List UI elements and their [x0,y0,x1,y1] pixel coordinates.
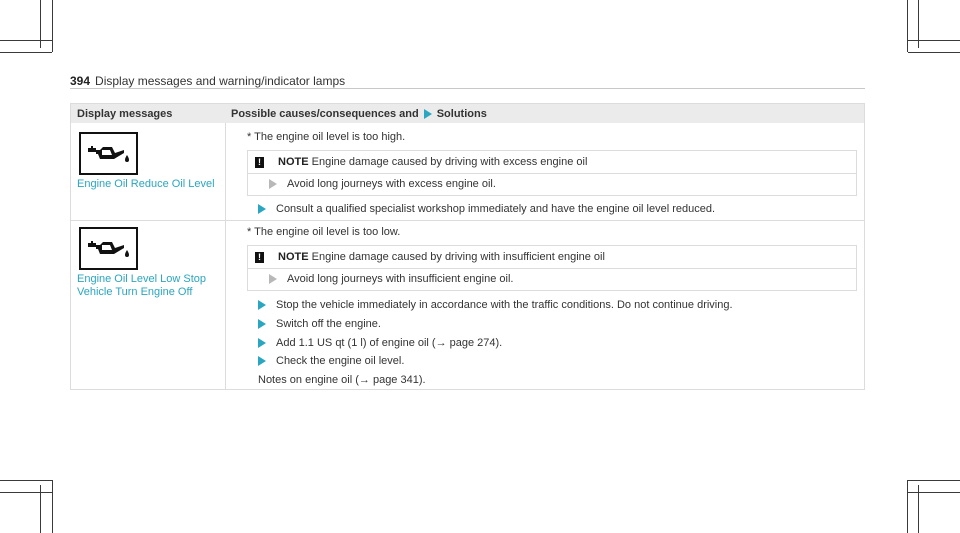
row-divider [71,220,864,221]
message-engine-oil-reduce: Engine Oil Reduce Oil Level [77,178,215,190]
page-header [70,72,865,86]
note-box [247,150,857,196]
play-arrow-icon [258,319,266,329]
crop-mark [0,492,52,493]
note-text: NOTE Engine damage caused by driving with excess engine oil [278,156,588,168]
crop-mark [908,492,960,493]
table-header [71,104,864,123]
action-item: Stop the vehicle immediately in accordance with the traffic conditions. Do not continue driving. [258,299,733,311]
message-engine-oil-low: Engine Oil Level Low Stop Vehicle Turn Engine Off [77,273,207,298]
engine-oil-icon [79,132,138,175]
crop-mark [0,52,52,53]
page-number: 394 [70,74,91,88]
action-item: Check the engine oil level. [258,355,404,367]
crop-mark [52,480,53,533]
crop-mark [0,480,52,481]
play-arrow-icon [269,179,277,189]
engine-oil-icon [79,227,138,270]
note-action: Avoid long journeys with excess engine oil. [269,178,496,190]
play-arrow-icon [258,300,266,310]
notes-reference: Notes on engine oil (→ page 341). [258,374,426,386]
note-divider [248,268,856,269]
messages-table [70,103,865,390]
note-box [247,245,857,291]
column-divider [225,123,226,389]
page-title: Display messages and warning/indicator lamps [95,74,346,88]
action-item: Consult a qualified specialist workshop immediately and have the engine oil level reduced. [258,203,715,215]
note-text: NOTE Engine damage caused by driving with insufficient engine oil [278,251,605,263]
action-item: Add 1.1 US qt (1 l) of engine oil (→ page 274). [258,337,502,349]
note-action: Avoid long journeys with insufficient engine oil. [269,273,513,285]
crop-mark [907,0,908,52]
play-arrow-icon [258,356,266,366]
play-arrow-icon [424,109,432,119]
warning-icon: ! [255,252,264,263]
crop-mark [907,480,908,533]
col-header-causes: Possible causes/consequences and Solutions [231,108,487,120]
crop-mark [908,52,960,53]
col-header-display-messages: Display messages [77,108,173,120]
cause-text: * The engine oil level is too high. [247,131,406,143]
play-arrow-icon [258,338,266,348]
crop-mark [908,480,960,481]
warning-icon: ! [255,157,264,168]
play-arrow-icon [269,274,277,284]
header-divider [70,88,865,89]
note-divider [248,173,856,174]
crop-mark [52,0,53,52]
crop-mark [908,40,960,41]
action-item: Switch off the engine. [258,318,381,330]
play-arrow-icon [258,204,266,214]
crop-mark [0,40,52,41]
cause-text: * The engine oil level is too low. [247,226,401,238]
